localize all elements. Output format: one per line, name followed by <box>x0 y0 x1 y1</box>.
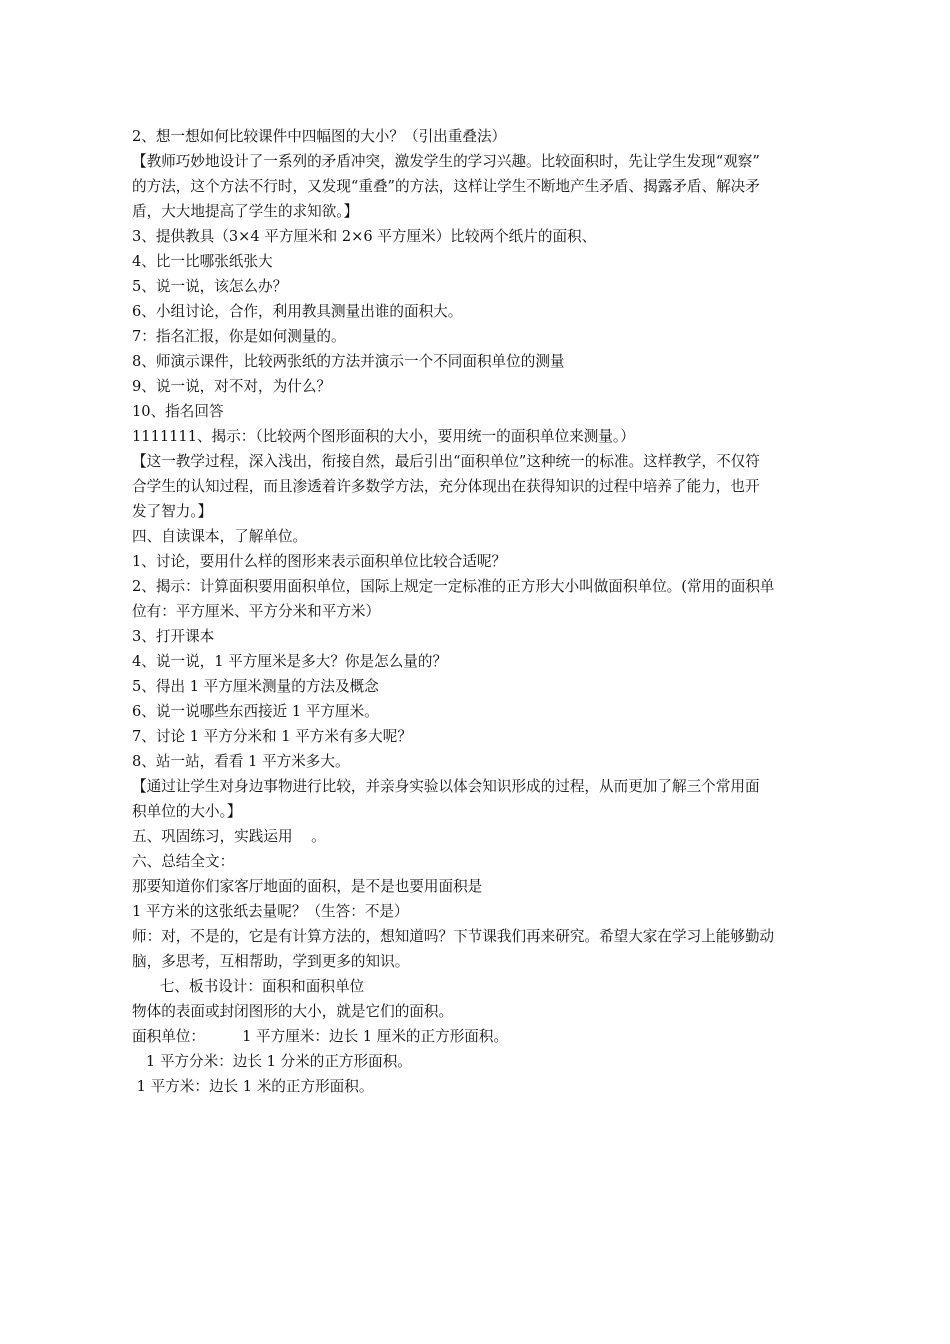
text-line: 【这一教学过程，深入浅出，衔接自然，最后引出“面积单位”这种统一的标准。这样教学，不仅符 <box>132 453 760 470</box>
text-line: 积单位的大小。】 <box>132 803 242 820</box>
text-line: 5、说一说，该怎么办？ <box>132 278 288 295</box>
text-line: 3、提供教具（3×4 平方厘米和 2×6 平方厘米）比较两个纸片的面积、 <box>132 228 597 245</box>
text-line: 6、说一说哪些东西接近 1 平方厘米。 <box>132 703 379 720</box>
text-line: 10、指名回答 <box>132 403 224 420</box>
text-line: 脑，多思考，互相帮助，学到更多的知识。 <box>132 953 410 970</box>
text-line: 1 平方分米：边长 1 分米的正方形面积。 <box>132 1053 412 1070</box>
text-line: 的方法，这个方法不行时，又发现“重叠”的方法，这样让学生不断地产生矛盾、揭露矛盾、解决矛 <box>132 178 760 195</box>
text-line: 六、总结全文： <box>132 853 235 870</box>
text-line: 1 平方米：边长 1 米的正方形面积。 <box>132 1078 374 1095</box>
text-line: 4、比一比哪张纸张大 <box>132 253 273 270</box>
text-line: 1111111、揭示：（比较两个图形面积的大小，要用统一的面积单位来测量。） <box>132 428 635 445</box>
text-line: 发了智力。】 <box>132 503 213 520</box>
text-line: 七、板书设计：面积和面积单位 <box>132 978 365 995</box>
text-line: 9、说一说，对不对，为什么？ <box>132 378 332 395</box>
text-line: 3、打开课本 <box>132 628 215 645</box>
text-line: 师：对，不是的，它是有计算方法的，想知道吗？下节课我们再来研究。希望大家在学习上能够勤动 <box>132 928 775 945</box>
text-line: 盾，大大地提高了学生的求知欲。】 <box>132 203 359 220</box>
text-line: 【通过让学生对身边事物进行比较，并亲身实验以体会知识形成的过程，从而更加了解三个常用面 <box>132 778 760 795</box>
text-line: 4、说一说，1 平方厘米是多大？你是怎么量的？ <box>132 653 448 670</box>
text-line: 物体的表面或封闭图形的大小，就是它们的面积。 <box>132 1003 454 1020</box>
lesson-plan-text <box>132 124 852 1099</box>
text-line: 位有：平方厘米、平方分米和平方米） <box>132 603 381 620</box>
text-line: 面积单位： 1 平方厘米：边长 1 厘米的正方形面积。 <box>132 1028 509 1045</box>
text-line: 2、想一想如何比较课件中四幅图的大小？（引出重叠法） <box>132 128 507 145</box>
text-line: 1、讨论，要用什么样的图形来表示面积单位比较合适呢？ <box>132 553 507 570</box>
text-line: 2、揭示：计算面积要用面积单位，国际上规定一定标准的正方形大小叫做面积单位。(常用的面积单 <box>132 578 775 595</box>
text-line: 那要知道你们家客厅地面的面积，是不是也要用面积是 <box>132 878 483 895</box>
text-line: 1 平方米的这张纸去量呢？（生答：不是） <box>132 903 409 920</box>
text-line: 7、讨论 1 平方分米和 1 平方米有多大呢？ <box>132 728 412 745</box>
text-line: 7：指名汇报，你是如何测量的。 <box>132 328 346 345</box>
text-line: 8、站一站，看看 1 平方米多大。 <box>132 753 350 770</box>
text-line: 【教师巧妙地设计了一系列的矛盾冲突，激发学生的学习兴趣。比较面积时，先让学生发现“观察” <box>132 153 760 170</box>
text-line: 5、得出 1 平方厘米测量的方法及概念 <box>132 678 379 695</box>
text-line: 五、巩固练习，实践运用 。 <box>132 828 326 845</box>
text-line: 四、自读课本，了解单位。 <box>132 528 308 545</box>
text-line: 8、师演示课件，比较两张纸的方法并演示一个不同面积单位的测量 <box>132 353 565 370</box>
text-line: 6、小组讨论，合作，利用教具测量出谁的面积大。 <box>132 303 463 320</box>
text-line: 合学生的认知过程，而且渗透着许多数学方法，充分体现出在获得知识的过程中培养了能力，也开 <box>132 478 760 495</box>
